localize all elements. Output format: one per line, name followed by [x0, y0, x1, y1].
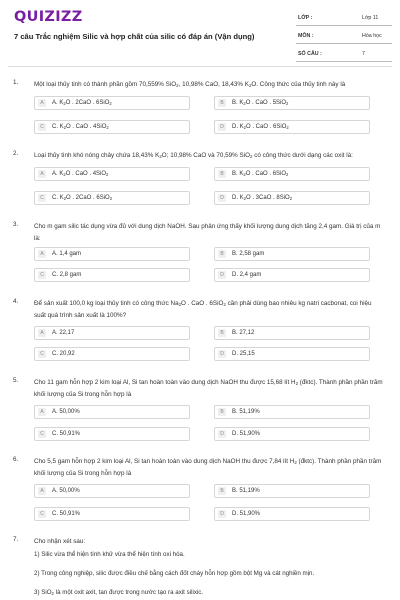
- option-a[interactable]: [34, 247, 190, 261]
- meta-row-subject: [296, 28, 392, 44]
- page-title: 7 câu Trắc nghiệm Silic và hợp chất của silic có đáp án (Vận dụng): [14, 32, 255, 41]
- meta-value: 7: [362, 51, 365, 57]
- question-number: 3.: [13, 221, 19, 228]
- option-letter: D: [218, 510, 226, 518]
- option-text: B. $K_2O$ . CaO . 5SiO$_2$: [232, 99, 289, 106]
- option-letter: A: [38, 408, 46, 416]
- meta-label: LỚP :: [298, 15, 313, 21]
- option-a[interactable]: [34, 96, 190, 110]
- option-text: C. $K_2O$ . 2CaO . 6SiO$_2$: [52, 194, 113, 201]
- question-text: Cho nhận xét sau:: [34, 538, 86, 545]
- option-b[interactable]: [214, 96, 370, 110]
- option-text: A. $K_2O$ . CaO . 4SiO$_2$: [52, 170, 109, 177]
- option-d[interactable]: [214, 507, 370, 521]
- option-letter: B: [218, 487, 226, 495]
- option-c[interactable]: [34, 347, 190, 361]
- option-text: A. 50,00%: [52, 487, 80, 494]
- question-text: Cho m gam silic tác dụng vừa đủ với dung dịch NaOH. Sau phản ứng thấy khối lượng dung dịch tăng 2,4 gam. Giá trị của m là:: [34, 223, 381, 242]
- option-letter: D: [218, 194, 226, 202]
- option-text: D. 25,15: [232, 350, 255, 357]
- header: [0, 0, 400, 72]
- option-letter: A: [38, 250, 46, 258]
- option-text: D. 51,90%: [232, 430, 261, 437]
- option-b[interactable]: [214, 326, 370, 340]
- option-letter: D: [218, 123, 226, 131]
- statement-1: 1) Silic vừa thể hiện tính khử vừa thể hiện tính oxi hóa.: [34, 551, 185, 558]
- option-text: C. 50,91%: [52, 510, 81, 517]
- option-letter: C: [38, 430, 46, 438]
- option-c[interactable]: [34, 120, 190, 134]
- option-d[interactable]: [214, 427, 370, 441]
- header-divider: [8, 66, 392, 67]
- option-letter: A: [38, 487, 46, 495]
- question-number: 7.: [13, 536, 19, 543]
- quizizz-logo[interactable]: QUIZIZZ: [14, 9, 83, 25]
- question-text: Cho 5,5 gam hỗn hợp 2 kim loại Al, Si tan hoàn toàn vào dung dịch NaOH thu được 7,84 lít $H_2$ (đktc). Thành phần phần trăm khối lượng của Si trong hỗn hợp là: [34, 458, 382, 477]
- option-letter: B: [218, 99, 226, 107]
- option-letter: B: [218, 408, 226, 416]
- option-d[interactable]: [214, 120, 370, 134]
- option-c[interactable]: [34, 427, 190, 441]
- option-d[interactable]: [214, 191, 370, 205]
- option-a[interactable]: [34, 484, 190, 498]
- question-text: Loại thủy tinh khó nóng chảy chứa 18,43% $K_2O$; 10,98% CaO và 70,59% SiO$_2$ có công thức dưới dạng các oxit là:: [34, 152, 353, 159]
- question-number: 1.: [13, 79, 19, 86]
- meta-row-class: [296, 10, 392, 26]
- meta-label: SỐ CÂU :: [298, 51, 322, 57]
- option-d[interactable]: [214, 347, 370, 361]
- meta-row-count: [296, 46, 392, 62]
- option-b[interactable]: [214, 484, 370, 498]
- option-text: A. 22,17: [52, 329, 75, 336]
- question-text: Để sản xuất 100,0 kg loại thủy tinh có công thức $Na_2O$ . CaO . 6SiO$_2$ cần phải dùng bao nhiêu kg natri cacbonat, coi hiệu suất quá trình sản xuất là 100%?: [34, 300, 372, 319]
- statement-2: 2) Trong công nghiệp, silic được điều chế bằng cách đốt cháy hỗn hợp gồm bột Mg và cát nghiền mịn.: [34, 570, 315, 577]
- option-b[interactable]: [214, 405, 370, 419]
- question-text: Một loại thủy tinh có thành phần gồm 70,559% SiO$_2$, 10,98% CaO, 18,43% $K_2O$. Công thức của thủy tinh này là: [34, 81, 346, 88]
- option-letter: C: [38, 510, 46, 518]
- option-text: A. 1,4 gam: [52, 250, 82, 257]
- option-letter: A: [38, 170, 46, 178]
- option-letter: A: [38, 329, 46, 337]
- option-d[interactable]: [214, 268, 370, 282]
- option-letter: D: [218, 430, 226, 438]
- option-letter: C: [38, 123, 46, 131]
- option-text: C. 2,8 gam: [52, 271, 82, 278]
- option-text: C. 20,92: [52, 350, 75, 357]
- option-letter: D: [218, 350, 226, 358]
- option-text: B. 2,58 gam: [232, 250, 265, 257]
- meta-value: Hóa học: [362, 33, 382, 39]
- option-text: D. 51,90%: [232, 510, 261, 517]
- option-c[interactable]: [34, 191, 190, 205]
- meta-panel: [296, 10, 392, 64]
- question-text: Cho 11 gam hỗn hợp 2 kim loại Al, Si tan hoàn toàn vào dung dịch NaOH thu được 15,68 lít $H_2$ (đktc). Thành phần phần trăm khối lượng của Si trong hỗn hợp là: [34, 379, 383, 398]
- statement-3: 3) SiO$_2$ là một oxit axit, tan được trong nước tạo ra axit silixic.: [34, 589, 204, 596]
- option-c[interactable]: [34, 507, 190, 521]
- option-text: B. 51,19%: [232, 487, 260, 494]
- option-text: A. $K_2O$ . 2CaO . 6SiO$_2$: [52, 99, 112, 106]
- option-letter: D: [218, 271, 226, 279]
- option-text: B. 27,12: [232, 329, 255, 336]
- question-number: 4.: [13, 298, 19, 305]
- option-letter: C: [38, 271, 46, 279]
- option-a[interactable]: [34, 405, 190, 419]
- option-text: D. $K_2O$ . CaO . 6SiO$_2$: [232, 123, 289, 130]
- option-a[interactable]: [34, 326, 190, 340]
- option-b[interactable]: [214, 247, 370, 261]
- option-a[interactable]: [34, 167, 190, 181]
- option-letter: B: [218, 170, 226, 178]
- option-text: A. 50,00%: [52, 408, 80, 415]
- meta-value: Lớp 11: [362, 15, 379, 21]
- option-letter: A: [38, 99, 46, 107]
- question-number: 6.: [13, 456, 19, 463]
- question-number: 5.: [13, 377, 19, 384]
- option-c[interactable]: [34, 268, 190, 282]
- question-number: 2.: [13, 150, 19, 157]
- option-text: B. 51,19%: [232, 408, 260, 415]
- option-text: B. $K_2O$ . CaO . 6SiO$_2$: [232, 170, 289, 177]
- option-letter: C: [38, 194, 46, 202]
- option-letter: C: [38, 350, 46, 358]
- option-letter: B: [218, 329, 226, 337]
- option-b[interactable]: [214, 167, 370, 181]
- option-letter: B: [218, 250, 226, 258]
- meta-label: MÔN :: [298, 33, 314, 39]
- option-text: C. 50,91%: [52, 430, 81, 437]
- option-text: D. $K_2O$ . 3CaO . 8SiO$_2$: [232, 194, 293, 201]
- option-text: D. 2,4 gam: [232, 271, 262, 278]
- option-text: C. $K_2O$ . CaO . 4SiO$_2$: [52, 123, 109, 130]
